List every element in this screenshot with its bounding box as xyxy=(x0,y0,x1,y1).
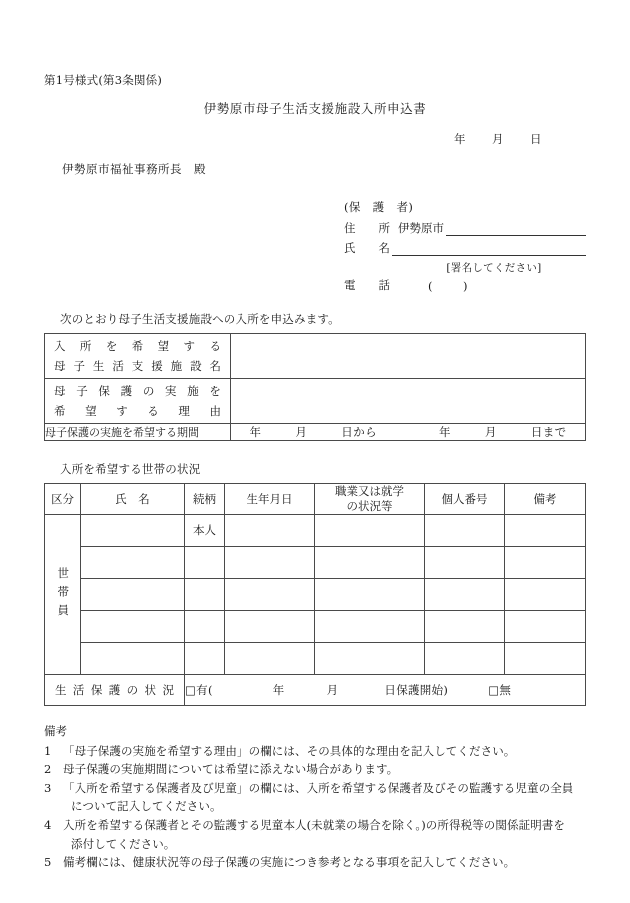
welfare-year-label: 年 xyxy=(272,682,285,697)
guardian-tel-label: 電 話 xyxy=(344,278,390,293)
table-row xyxy=(45,334,586,379)
form-sheet xyxy=(44,72,586,872)
note-item xyxy=(44,816,586,835)
welfare-status-row xyxy=(45,674,586,705)
addressee-honorific: 殿 xyxy=(194,162,206,177)
document-title: 伊勢原市母子生活支援施設入所申込書 xyxy=(203,101,427,117)
date-month-label: 月 xyxy=(492,132,504,147)
note-number: 2 xyxy=(44,762,52,777)
table-row xyxy=(45,578,586,610)
facility-name-input-cell[interactable] xyxy=(231,334,586,379)
column-header-division: 区分 xyxy=(45,484,81,515)
member-relation-cell[interactable] xyxy=(185,642,225,674)
note-text: 「入所を希望する保護者及び児童」の欄には、入所を希望する保護者及びその監護する児童の全員 xyxy=(63,780,574,795)
table-row xyxy=(45,424,586,441)
welfare-start-label: 日保護開始) xyxy=(384,682,449,697)
note-item xyxy=(44,742,586,761)
guardian-section-title: (保 護 者) xyxy=(344,200,414,215)
note-number: 5 xyxy=(44,855,52,870)
facility-name-label-line2: 母 子 生 活 支 援 施 設 名 xyxy=(54,359,221,374)
column-header-personal-number: 個人番号 xyxy=(425,484,505,515)
member-birthdate-cell[interactable] xyxy=(225,546,315,578)
submission-date-line xyxy=(44,131,586,147)
note-item xyxy=(44,779,586,798)
table-row xyxy=(45,610,586,642)
reason-label-line2: 希 望 す る 理 由 xyxy=(54,404,221,419)
note-number: 4 xyxy=(44,818,52,833)
facility-name-label-line1: 入 所 を 希 望 す る xyxy=(54,338,221,353)
member-remarks-cell[interactable] xyxy=(505,610,586,642)
intro-sentence: 次のとおり母子生活支援施設への入所を申込みます。 xyxy=(60,312,340,327)
facility-request-table xyxy=(44,333,586,441)
note-text: 入所を希望する保護者とその監護する児童本人(未就業の場合を除く。)の所得税等の関係証明書を xyxy=(63,818,565,833)
division-label-cell xyxy=(45,514,81,674)
member-name-cell[interactable] xyxy=(81,578,185,610)
period-from-year: 年 xyxy=(249,425,262,440)
column-header-name: 氏 名 xyxy=(81,484,185,515)
table-header-row xyxy=(45,484,586,515)
reason-label-cell xyxy=(45,379,231,424)
member-birthdate-cell[interactable] xyxy=(225,610,315,642)
member-occupation-cell[interactable] xyxy=(315,642,425,674)
table-row xyxy=(45,642,586,674)
period-to-year: 年 xyxy=(439,425,451,440)
period-from-month: 月 xyxy=(295,425,308,440)
member-occupation-cell[interactable] xyxy=(315,578,425,610)
member-remarks-cell[interactable] xyxy=(505,514,586,546)
addressee-name: 伊勢原市福祉事務所長 xyxy=(62,162,182,177)
member-personal-number-cell[interactable] xyxy=(425,546,505,578)
member-birthdate-cell[interactable] xyxy=(225,578,315,610)
column-header-remarks: 備考 xyxy=(505,484,586,515)
note-number: 3 xyxy=(44,780,52,795)
welfare-status-value-cell[interactable] xyxy=(185,674,586,705)
welfare-status-label-cell xyxy=(45,674,185,705)
column-header-occupation: 職業又は就学 の状況等 xyxy=(315,484,425,515)
member-birthdate-cell[interactable] xyxy=(225,642,315,674)
period-label-cell: 母子保護の実施を希望する期間 xyxy=(45,424,231,441)
period-input-cell[interactable] xyxy=(231,424,586,441)
column-header-birthdate: 生年月日 xyxy=(225,484,315,515)
member-relation-cell[interactable]: 本人 xyxy=(185,514,225,546)
member-remarks-cell[interactable] xyxy=(505,546,586,578)
member-occupation-cell[interactable] xyxy=(315,514,425,546)
member-name-cell[interactable] xyxy=(81,642,185,674)
household-section-title: 入所を希望する世帯の状況 xyxy=(60,462,201,477)
note-text: 「母子保護の実施を希望する理由」の欄には、その具体的な理由を記入してください。 xyxy=(63,743,516,758)
welfare-checkbox-yes[interactable]: □有( xyxy=(185,682,213,697)
member-name-cell[interactable] xyxy=(81,514,185,546)
note-continuation: 添付してください。 xyxy=(71,836,176,851)
member-personal-number-cell[interactable] xyxy=(425,514,505,546)
welfare-checkbox-no[interactable]: □無 xyxy=(488,682,512,697)
household-status-table xyxy=(44,483,586,706)
guardian-name-input[interactable] xyxy=(392,242,586,256)
note-text: 備考欄には、健康状況等の母子保護の実施につき参考となる事項を記入してください。 xyxy=(63,855,516,870)
period-to-month: 月 xyxy=(484,425,497,440)
guardian-tel-row xyxy=(344,277,586,293)
guardian-address-row xyxy=(344,220,586,236)
guardian-name-row xyxy=(344,240,586,256)
member-relation-cell[interactable] xyxy=(185,578,225,610)
member-name-cell[interactable] xyxy=(81,610,185,642)
guardian-name-label: 氏 名 xyxy=(344,241,390,256)
period-to-day: 日まで xyxy=(530,425,567,440)
member-personal-number-cell[interactable] xyxy=(425,610,505,642)
member-relation-cell[interactable] xyxy=(185,610,225,642)
member-personal-number-cell[interactable] xyxy=(425,642,505,674)
welfare-month-label: 月 xyxy=(326,682,339,697)
member-remarks-cell[interactable] xyxy=(505,642,586,674)
welfare-status-label: 生 活 保 護 の 状 況 xyxy=(55,682,174,697)
note-text: 母子保護の実施期間については希望に添えない場合があります。 xyxy=(63,762,399,777)
member-name-cell[interactable] xyxy=(81,546,185,578)
reason-input-cell[interactable] xyxy=(231,379,586,424)
date-day-label: 日 xyxy=(530,132,542,147)
guardian-block xyxy=(344,199,586,293)
division-label-text: 世帯員 xyxy=(56,566,71,623)
member-personal-number-cell[interactable] xyxy=(425,578,505,610)
note-continuation: について記入してください。 xyxy=(71,799,222,814)
member-remarks-cell[interactable] xyxy=(505,578,586,610)
form-code: 第1号様式(第3条関係) xyxy=(44,73,163,87)
note-item xyxy=(44,853,586,872)
date-year-label: 年 xyxy=(454,132,466,147)
guardian-address-prefix: 伊勢原市 xyxy=(398,221,444,236)
facility-name-label-cell xyxy=(45,334,231,379)
member-birthdate-cell[interactable] xyxy=(225,514,315,546)
addressee-line xyxy=(62,161,586,177)
member-relation-cell[interactable] xyxy=(185,546,225,578)
member-occupation-cell[interactable] xyxy=(315,610,425,642)
guardian-address-label: 住 所 xyxy=(344,221,390,236)
note-item xyxy=(44,760,586,779)
column-header-relation: 続柄 xyxy=(185,484,225,515)
table-row xyxy=(45,546,586,578)
guardian-address-input[interactable] xyxy=(446,222,586,236)
member-occupation-cell[interactable] xyxy=(315,546,425,578)
reason-label-line1: 母 子 保 護 の 実 施 を xyxy=(54,383,221,398)
table-row xyxy=(45,514,586,546)
notes-title: 備考 xyxy=(44,723,68,738)
table-row xyxy=(45,379,586,424)
period-from-day: 日から xyxy=(341,425,377,440)
signature-note: [署名してください] xyxy=(446,262,542,275)
note-number: 1 xyxy=(44,743,52,758)
guardian-tel-input[interactable]: ( ) xyxy=(428,279,468,294)
notes-section xyxy=(44,722,586,872)
